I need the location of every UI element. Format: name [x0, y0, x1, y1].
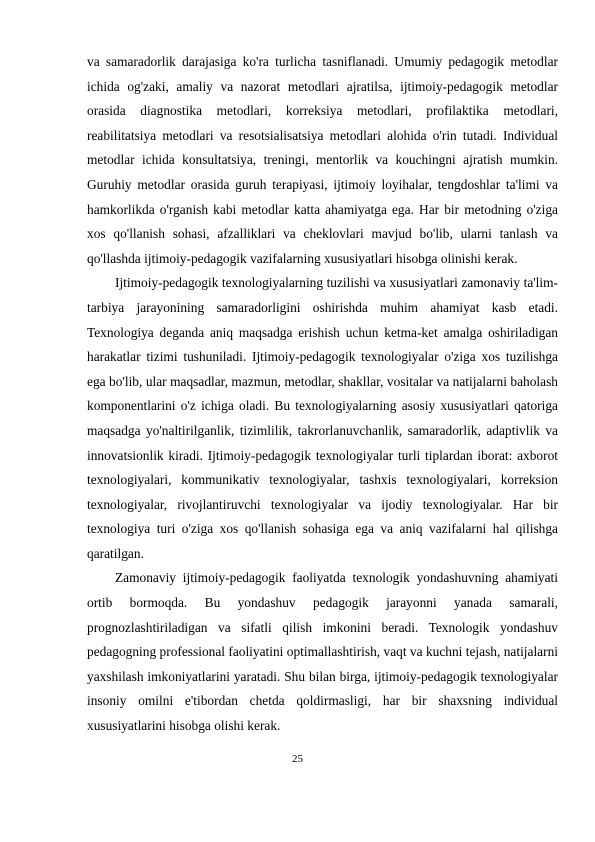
page-number: 25: [292, 753, 303, 765]
paragraph-3: Zamonaviy ijtimoiy-pedagogik faoliyatda texnologik yondashuvning ahamiyati ortib bormoqda. Bu yondashuv pedagogik jarayonni yanada samarali, prognozlashtiriladigan va sifatli qilish imkonini beradi. Texnologik yondashuv pedagogning professional faoliyatini optimallashtirish, vaqt va kuchni tejash, natijalarni yaxshilash imkoniyatlarini yaratadi. Shu bilan birga, ijtimoiy-pedagogik texnologiyalar insoniy omilni e'tibordan chetda qoldirmasligi, har bir shaxsning individual xususiyatlarini hisobga olishi kerak.: [87, 570, 558, 734]
paragraph-1: va samaradorlik darajasiga ko'ra turlicha tasniflanadi. Umumiy pedagogik metodlar ichida og'zaki, amaliy va nazorat metodlari ajratilsa, ijtimoiy-pedagogik metodlar orasida diagnostika metodlari, korreksiya metodlari, profilaktika metodlari, reabilitatsiya metodlari va resotsialisatsiya metodlari alohida o'rin tutadi. Individual metodlar ichida konsultatsiya, treningi, mentorlik va kouchingni ajratish mumkin. Guruhiy metodlar orasida guruh terapiyasi, ijtimoiy loyihalar, tengdoshlar ta'limi va hamkorlikda o'rganish kabi metodlar katta ahamiyatga ega. Har bir metodning o'ziga xos qo'llanish sohasi, afzalliklari va cheklovlari mavjud bo'lib, ularni tanlash va qo'llashda ijtimoiy-pedagogik vazifalarning xususiyatlari hisobga olinishi kerak.: [87, 54, 558, 266]
paragraph-2: Ijtimoiy-pedagogik texnologiyalarning tuzilishi va xususiyatlari zamonaviy ta'lim-tarbiya jarayonining samaradorligini oshirishda muhim ahamiyat kasb etadi. Texnologiya deganda aniq maqsadga erishish uchun ketma-ket amalga oshiriladigan harakatlar tizimi tushuniladi. Ijtimoiy-pedagogik texnologiyalar o'ziga xos tuzilishga ega bo'lib, ular maqsadlar, mazmun, metodlar, shakllar, vositalar va natijalarni baholash komponentlarini o'z ichiga oladi. Bu texnologiyalarning asosiy xususiyatlari qatoriga maqsadga yo'naltirilganlik, tizimlilik, takrorlanuvchanlik, samaradorlik, adaptivlik va innovatsionlik kiradi. Ijtimoiy-pedagogik texnologiyalar turli tiplardan iborat: axborot texnologiyalari, kommunikativ texnologiyalar, tashxis texnologiyalari, korreksion texnologiyalar, rivojlantiruvchi texnologiyalar va ijodiy texnologiyalar. Har bir texnologiya turi o'ziga xos qo'llanish sohasiga ega va aniq vazifalarni hal qilishga qaratilgan.: [87, 275, 558, 561]
page-body: [87, 50, 558, 739]
